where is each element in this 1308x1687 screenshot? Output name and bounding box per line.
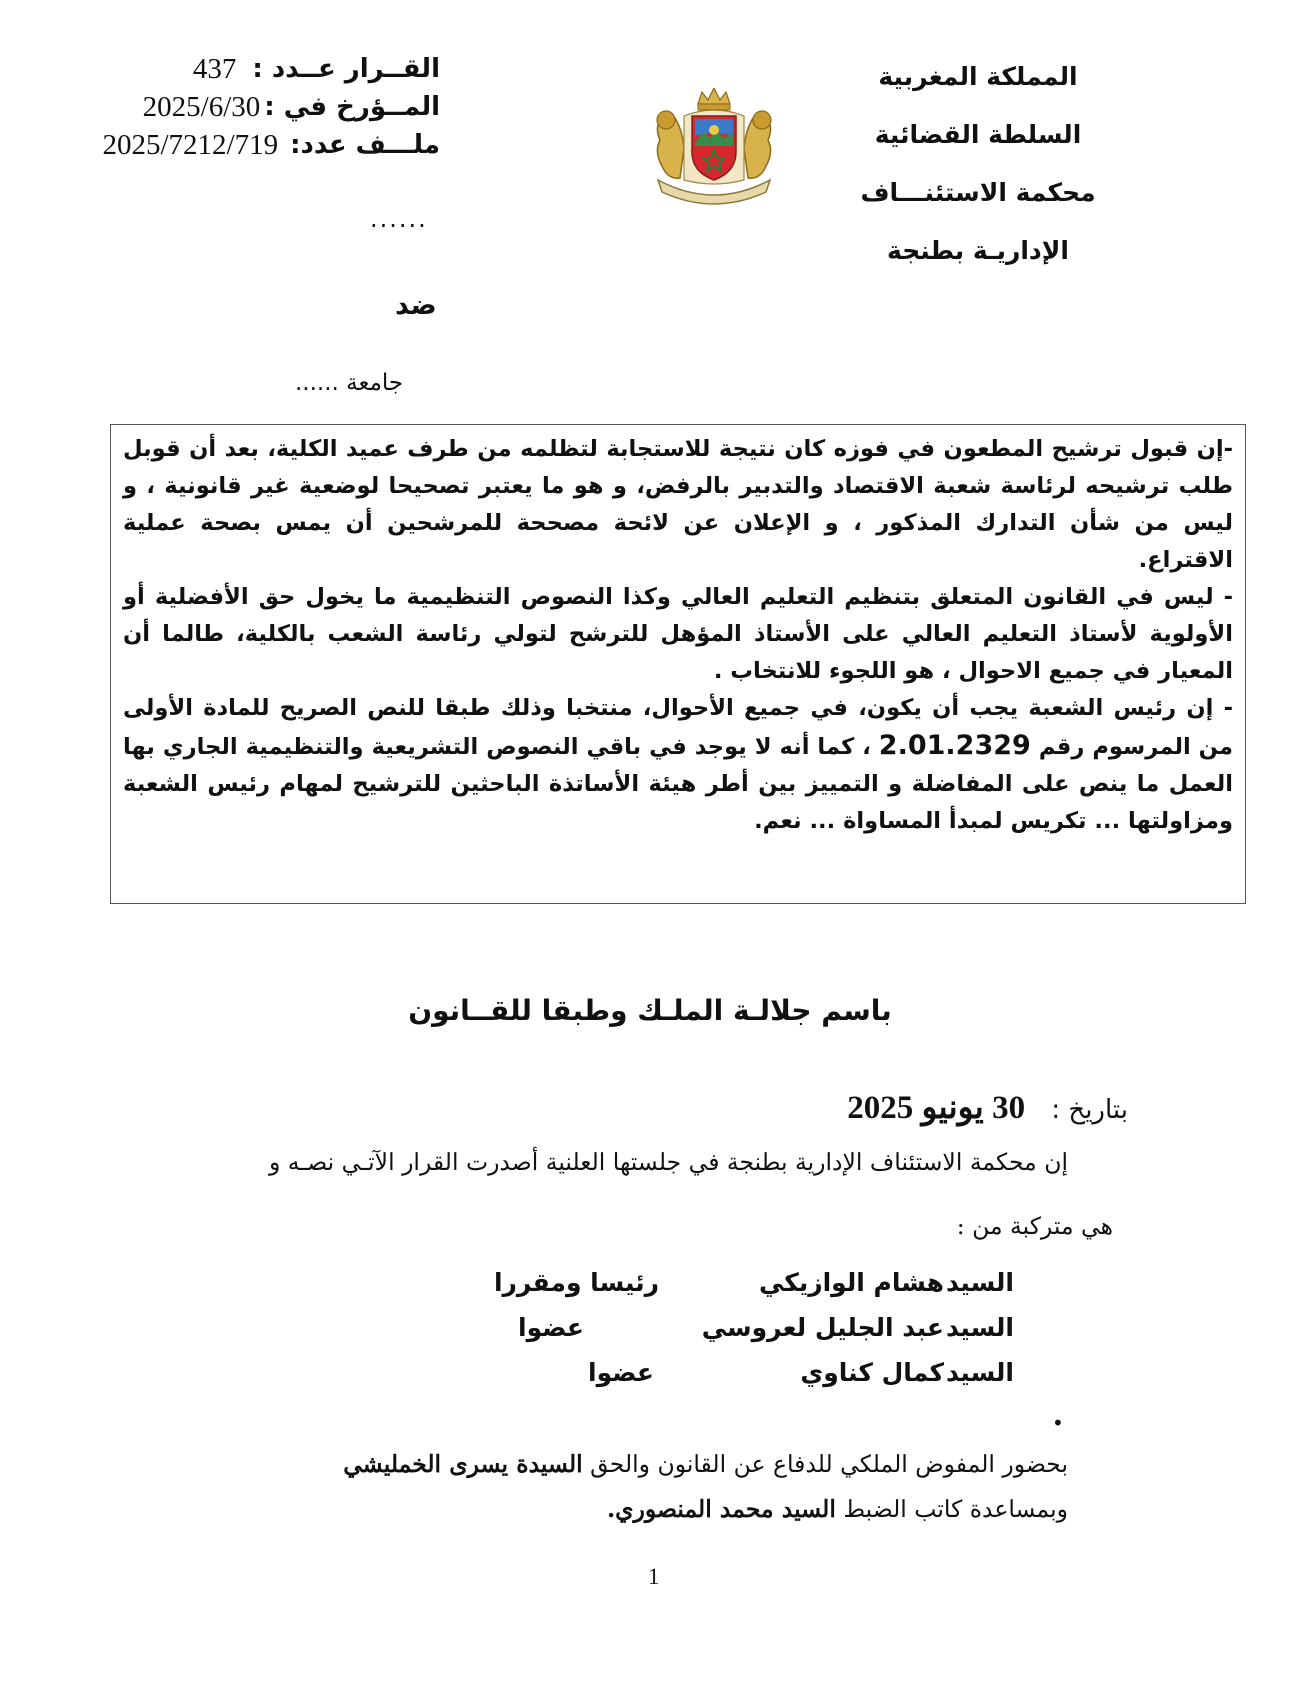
summary-paragraph-3-end: ، كما أنه لا يوجد في باقي النصوص التشريعية والتنظيمية الجاري بها العمل ما ينص على المفاضلة و التمييز بين أطر هيئة الأساتذة الباحثين للترشيح لمهام رئيس الشعبة ومزاولتها ... تكريس لمبدأ المساواة ... نعم. — [123, 734, 1233, 834]
member-title: السيد — [945, 1358, 1014, 1387]
summary-paragraph-3 — [123, 690, 1233, 840]
member-name: عبد الجليل لعروسي — [701, 1313, 944, 1342]
decision-number-value: 437 — [192, 53, 237, 85]
decision-number-label: القــرار عــدد : — [252, 54, 440, 84]
decision-date-label: المــؤرخ في : — [264, 92, 440, 122]
member-title: السيد — [945, 1268, 1014, 1297]
document-title: باسم جلالـة الملـك وطبقا للقــانون — [408, 994, 892, 1027]
clerk-text: وبمساعدة كاتب الضبط — [843, 1495, 1068, 1523]
decision-number-row — [60, 50, 440, 88]
commissioner-name: السيدة يسرى الخمليشي — [343, 1450, 583, 1478]
plaintiff-placeholder: ...... — [370, 205, 428, 233]
member-role: رئيسا ومقررا — [493, 1268, 659, 1297]
page-number: 1 — [648, 1564, 660, 1589]
header-court-city: الإداريـة بطنجة — [887, 236, 1069, 265]
file-number-row — [60, 126, 440, 164]
panel-member — [588, 1358, 1014, 1387]
decision-date-value: 2025/6/30 — [142, 91, 261, 123]
summary-paragraph-1: -إن قبول ترشيح المطعون في فوزه كان نتيجة للاستجابة لتظلمه من طرف عميد الكلية، بعد أن قوبل طلب ترشيحه لرئاسة شعبة الاقتصاد والتدبير بالرفض، و هو ما يعتبر تصحيحا لوضعية غير قانونية ، و ليس من شأن التدارك المذكور ، و الإعلان عن لائحة مصححة للمرشحين أن يمس بصحة عملية الاقتراع. — [123, 436, 1233, 573]
panel-member — [494, 1268, 1014, 1297]
commissioner-text: بحضور المفوض الملكي للدفاع عن القانون والحق — [590, 1450, 1068, 1478]
legal-summary-box — [110, 424, 1246, 904]
decree-number: 2.01.2329 — [878, 730, 1031, 761]
commissioner-line — [343, 1450, 1068, 1478]
file-number-label: ملـــف عدد: — [290, 130, 440, 160]
hearing-date-value: 30 يونيو 2025 — [847, 1090, 1026, 1126]
list-bullet-icon: • — [1052, 1411, 1064, 1435]
member-role: عضوا — [518, 1313, 584, 1342]
summary-paragraph-3-start: - إن رئيس الشعبة يجب أن يكون، في جميع الأحوال، منتخبا وذلك طبقا للنص الصريح للمادة الأولى من المرسوم رقم — [123, 695, 1234, 760]
member-title: السيد — [945, 1313, 1014, 1342]
summary-paragraph-2: - ليس في القانون المتعلق بتنظيم التعليم العالي وكذا النصوص التنظيمية ما يخول حق الأفضلية أو الأولوية لأستاذ التعليم العالي على الأستاذ المؤهل للترشح لتولي رئاسة الشعب بالكلية، طالما أن المعيار في جميع الاحوال ، هو اللجوء للانتخاب . — [123, 584, 1233, 684]
coat-of-arms-icon — [644, 88, 784, 206]
header-kingdom: المملكة المغربية — [878, 62, 1078, 91]
panel-member — [518, 1313, 1014, 1342]
clerk-name: السيد محمد المنصوري. — [606, 1495, 836, 1523]
clerk-line — [607, 1495, 1068, 1523]
hearing-date-label: بتاريخ : — [1051, 1095, 1128, 1125]
hearing-date-line — [847, 1087, 1128, 1127]
defendant-university: جامعة ...... — [295, 370, 404, 396]
case-reference-block — [60, 50, 440, 164]
versus-label: ضد — [395, 290, 437, 321]
member-name: هشام الوازيكي — [759, 1268, 944, 1297]
decision-date-row — [60, 88, 440, 126]
header-judicial-authority: السلطة القضائية — [874, 120, 1082, 149]
file-number-value: 2025/7212/719 — [102, 129, 279, 161]
composition-intro-line: هي متركبة من : — [956, 1212, 1113, 1240]
institution-header — [848, 48, 1108, 280]
court-intro-line: إن محكمة الاستئناف الإدارية بطنجة في جلستها العلنية أصدرت القرار الآتـي نصـه و — [268, 1148, 1068, 1176]
member-name: كمال كناوي — [800, 1358, 944, 1387]
member-role: عضوا — [588, 1358, 654, 1387]
header-court: محكمة الاستئنـــاف — [860, 178, 1096, 207]
